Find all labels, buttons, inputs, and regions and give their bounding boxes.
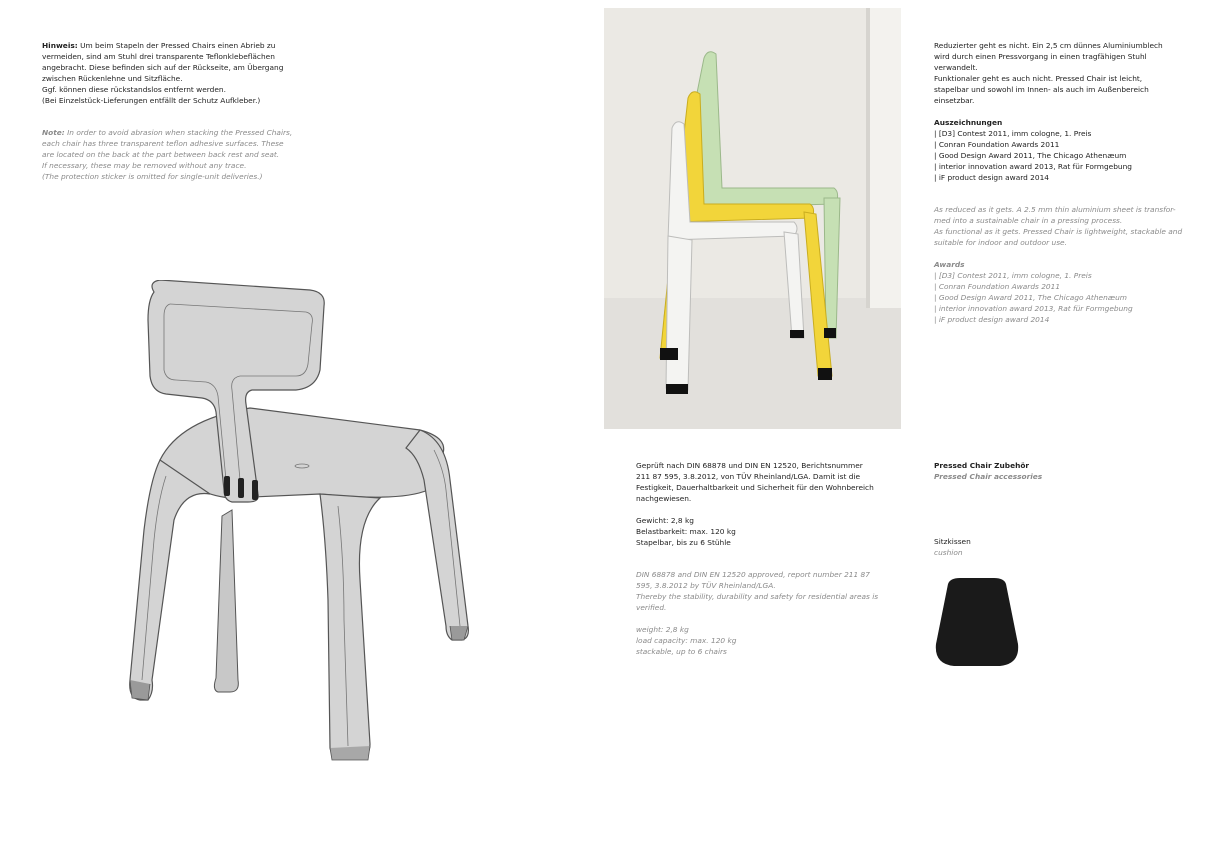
award-item: | interior innovation award 2013, Rat für Formgebung <box>934 304 1133 313</box>
cushion-label-de: Sitzkissen <box>934 537 971 546</box>
award-item: | Conran Foundation Awards 2011 <box>934 282 1061 291</box>
description-line: med into a sustainable chair in a pressing process. <box>934 216 1123 225</box>
note-line: Note: In order to avoid abrasion when stacking the Pressed Chairs, <box>42 128 293 137</box>
tech-line: DIN 68878 and DIN EN 12520 approved, report number 211 87 <box>636 570 870 579</box>
note-line: each chair has three transparent teflon adhesive surfaces. These <box>42 139 284 148</box>
accessories-title-de: Pressed Chair Zubehör <box>934 461 1030 470</box>
spec-weight: Gewicht: 2,8 kg <box>636 516 694 525</box>
hinweis-label: Hinweis: <box>42 41 78 50</box>
description-line: As reduced as it gets. A 2.5 mm thin aluminium sheet is transfor- <box>934 205 1176 214</box>
award-item: | Conran Foundation Awards 2011 <box>934 140 1060 149</box>
description-en <box>934 204 1182 325</box>
note-block <box>42 127 292 182</box>
cushion-label-en: cushion <box>934 548 963 557</box>
hinweis-block <box>42 40 283 106</box>
tech-line: nachgewiesen. <box>636 494 692 503</box>
tech-line: 595, 3.8.2012 by TÜV Rheinland/LGA. <box>636 581 776 590</box>
cushion-label <box>934 536 971 558</box>
hinweis-line: (Bei Einzelstück-Lieferungen entfällt der Schutz Aufkleber.) <box>42 96 261 105</box>
tech-info-en <box>636 569 878 657</box>
tech-line: Geprüft nach DIN 68878 und DIN EN 12520, Berichtsnummer <box>636 461 863 470</box>
hinweis-line: zwischen Rückenlehne und Sitzfläche. <box>42 74 183 83</box>
spec-stack: stackable, up to 6 chairs <box>636 647 727 656</box>
award-item: | iF product design award 2014 <box>934 173 1049 182</box>
tech-line: Festigkeit, Dauerhaltbarkeit und Sicherheit für den Wohnbereich <box>636 483 874 492</box>
accessories-title-en: Pressed Chair accessories <box>934 472 1043 481</box>
award-item: | [D3] Contest 2011, imm cologne, 1. Preis <box>934 129 1092 138</box>
description-line: wird durch einen Pressvorgang in einen tragfähigen Stuhl <box>934 52 1147 61</box>
tech-line: verified. <box>636 603 667 612</box>
award-item: | iF product design award 2014 <box>934 315 1050 324</box>
note-line: are located on the back at the part between back rest and seat. <box>42 150 280 159</box>
spec-weight: weight: 2,8 kg <box>636 625 689 634</box>
spec-load: load capacity: max. 120 kg <box>636 636 737 645</box>
description-line: Funktionaler geht es auch nicht. Pressed Chair ist leicht, <box>934 74 1143 83</box>
description-line: suitable for indoor and outdoor use. <box>934 238 1067 247</box>
tech-line: 211 87 595, 3.8.2012, von TÜV Rheinland/LGA. Damit ist die <box>636 472 861 481</box>
award-item: | Good Design Award 2011, The Chicago Athenæum <box>934 293 1127 302</box>
tech-info-de <box>636 460 874 548</box>
description-line: einsetzbar. <box>934 96 975 105</box>
description-de <box>934 40 1163 183</box>
note-label: Note: <box>42 128 65 137</box>
accessories-block <box>934 460 1042 482</box>
hinweis-line: vermeiden, sind am Stuhl drei transparente Teflonklebeflächen <box>42 52 275 61</box>
cushion-image <box>934 578 1020 666</box>
description-line: Reduzierter geht es nicht. Ein 2,5 cm dünnes Aluminiumblech <box>934 41 1163 50</box>
awards-title-en: Awards <box>934 260 965 269</box>
award-item: | [D3] Contest 2011, imm cologne, 1. Preis <box>934 271 1092 280</box>
spec-load: Belastbarkeit: max. 120 kg <box>636 527 736 536</box>
award-item: | interior innovation award 2013, Rat für Formgebung <box>934 162 1132 171</box>
chair-drawing <box>120 280 480 770</box>
stacked-chairs-photo <box>604 8 901 429</box>
hinweis-line: angebracht. Diese befinden sich auf der Rückseite, am Übergang <box>42 63 284 72</box>
description-line: As functional as it gets. Pressed Chair is lightweight, stackable and <box>934 227 1183 236</box>
spec-stack: Stapelbar, bis zu 6 Stühle <box>636 538 731 547</box>
hinweis-line: Ggf. können diese rückstandslos entfernt werden. <box>42 85 226 94</box>
tech-line: Thereby the stability, durability and safety for residential areas is <box>636 592 879 601</box>
awards-title-de: Auszeichnungen <box>934 118 1003 127</box>
note-line: (The protection sticker is omitted for single-unit deliveries.) <box>42 172 263 181</box>
award-item: | Good Design Award 2011, The Chicago Athenæum <box>934 151 1127 160</box>
note-line: If necessary, these may be removed without any trace. <box>42 161 247 170</box>
description-line: verwandelt. <box>934 63 978 72</box>
description-line: stapelbar und sowohl im Innen- als auch im Außenbereich <box>934 85 1149 94</box>
hinweis-line: Hinweis: Um beim Stapeln der Pressed Chairs einen Abrieb zu <box>42 41 276 50</box>
